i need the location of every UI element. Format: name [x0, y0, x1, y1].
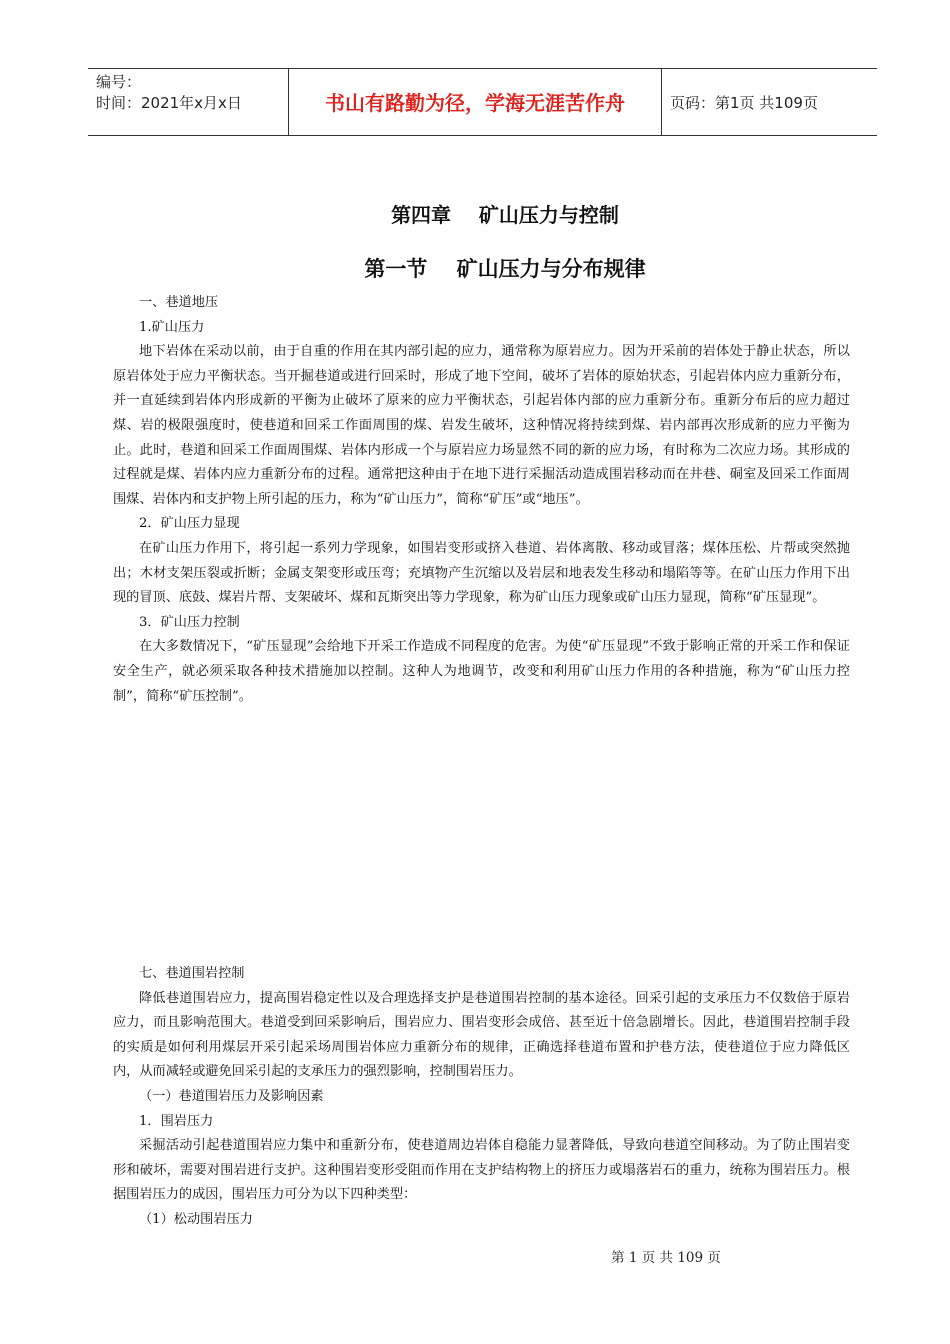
paragraph: 七、巷道围岩控制 [139, 966, 245, 981]
paragraph: 2．矿山压力显现 [139, 516, 240, 532]
code-label: 编号： [96, 73, 142, 91]
paragraph: （1）松动围岩压力 [139, 1211, 253, 1227]
section-title: 第一节 矿山压力与分布规律 [364, 257, 646, 281]
body-block-1 [113, 291, 850, 709]
paragraph: 1．围岩压力 [139, 1113, 214, 1129]
chapter-title: 第四章 矿山压力与控制 [391, 203, 619, 227]
header-page-info: 页码：第1页 共109页 [670, 93, 818, 112]
paragraph: 一、巷道地压 [139, 295, 219, 310]
time-label: 时间：2021年x月x日 [96, 94, 242, 112]
paragraph: 降低巷道围岩应力，提高围岩稳定性以及合理选择支护是巷道围岩控制的基本途径。回采引起的支承压力不仅数倍于原岩应力，而且影响范围大。巷道受到回采影响后，围岩应力、围岩变形会成倍、甚至近十倍急剧增长。因此，巷道围岩控制手段的实质是如何利用煤层开采引起采场周围岩体应力重新分布的规律，正确选择巷道布置和护巷方法，使巷道位于应力降低区内，从而减轻或避免回采引起的支承压力的强烈影响，控制围岩压力。 [113, 990, 850, 1080]
paragraph: 3．矿山压力控制 [139, 614, 240, 630]
page-header [88, 68, 877, 136]
paragraph: 在矿山压力作用下，将引起一系列力学现象，如围岩变形或挤入巷道、岩体离散、移动或冒落；煤体压松、片帮或突然抛出；木材支架压裂或折断；金属支架变形或压弯；充填物产生沉缩以及岩层和地表发生移动和塌陷等等。在矿山压力作用下出现的冒顶、底鼓、煤岩片帮、支架破坏、煤和瓦斯突出等力学现象，称为矿山压力现象或矿山压力显现，简称“矿压显现”。 [113, 540, 850, 606]
paragraph: 地下岩体在采动以前，由于自重的作用在其内部引起的应力，通常称为原岩应力。因为开采前的岩体处于静止状态，所以原岩体处于应力平衡状态。当开掘巷道或进行回采时，形成了地下空间，破坏了岩体的原始状态，引起岩体内应力重新分布，并一直延续到岩体内形成新的平衡为止破坏了原来的应力平衡状态，引起岩体内部的应力重新分布。重新分布后的应力超过煤、岩的极限强度时，使巷道和回采工作面周围的煤、岩发生破坏，这种情况将持续到煤、岩内部再次形成新的应力平衡为止。此时，巷道和回采工作面周围煤、岩体内形成一个与原岩应力场显然不同的新的应力场，有时称为二次应力场。其形成的过程就是煤、岩体内应力重新分布的过程。通常把这种由于在地下进行采掘活动造成围岩移动而在井巷、硐室及回采工作面周围煤、岩体内和支护物上所引起的压力，称为“矿山压力”，简称“矿压”或“地压”。 [113, 344, 850, 507]
paragraph: （一）巷道围岩压力及影响因素 [139, 1088, 324, 1104]
header-meta [96, 72, 286, 114]
paragraph: 在大多数情况下，“矿压显现”会给地下开采工作造成不同程度的危害。为使“矿压显现”不致于影响正常的开采工作和保证安全生产，就必须采取各种技术措施加以控制。这种人为地调节，改变和利用矿山压力作用的各种措施，称为“矿山压力控制”，简称“矿压控制”。 [113, 639, 850, 704]
page-footer: 第 1 页 共 109 页 [611, 1250, 721, 1266]
paragraph: 采掘活动引起巷道围岩应力集中和重新分布，使巷道周边岩体自稳能力显著降低，导致向巷道空间移动。为了防止围岩变形和破坏，需要对围岩进行支护。这种围岩变形受阻而作用在支护结构物上的挤压力或塌落岩石的重力，统称为围岩压力。根据围岩压力的成因，围岩压力可分为以下四种类型： [113, 1138, 850, 1203]
body-block-2 [113, 962, 850, 1233]
header-motto: 书山有路勤为径，学海无涯苦作舟 [288, 68, 662, 135]
paragraph: 1.矿山压力 [139, 319, 205, 335]
